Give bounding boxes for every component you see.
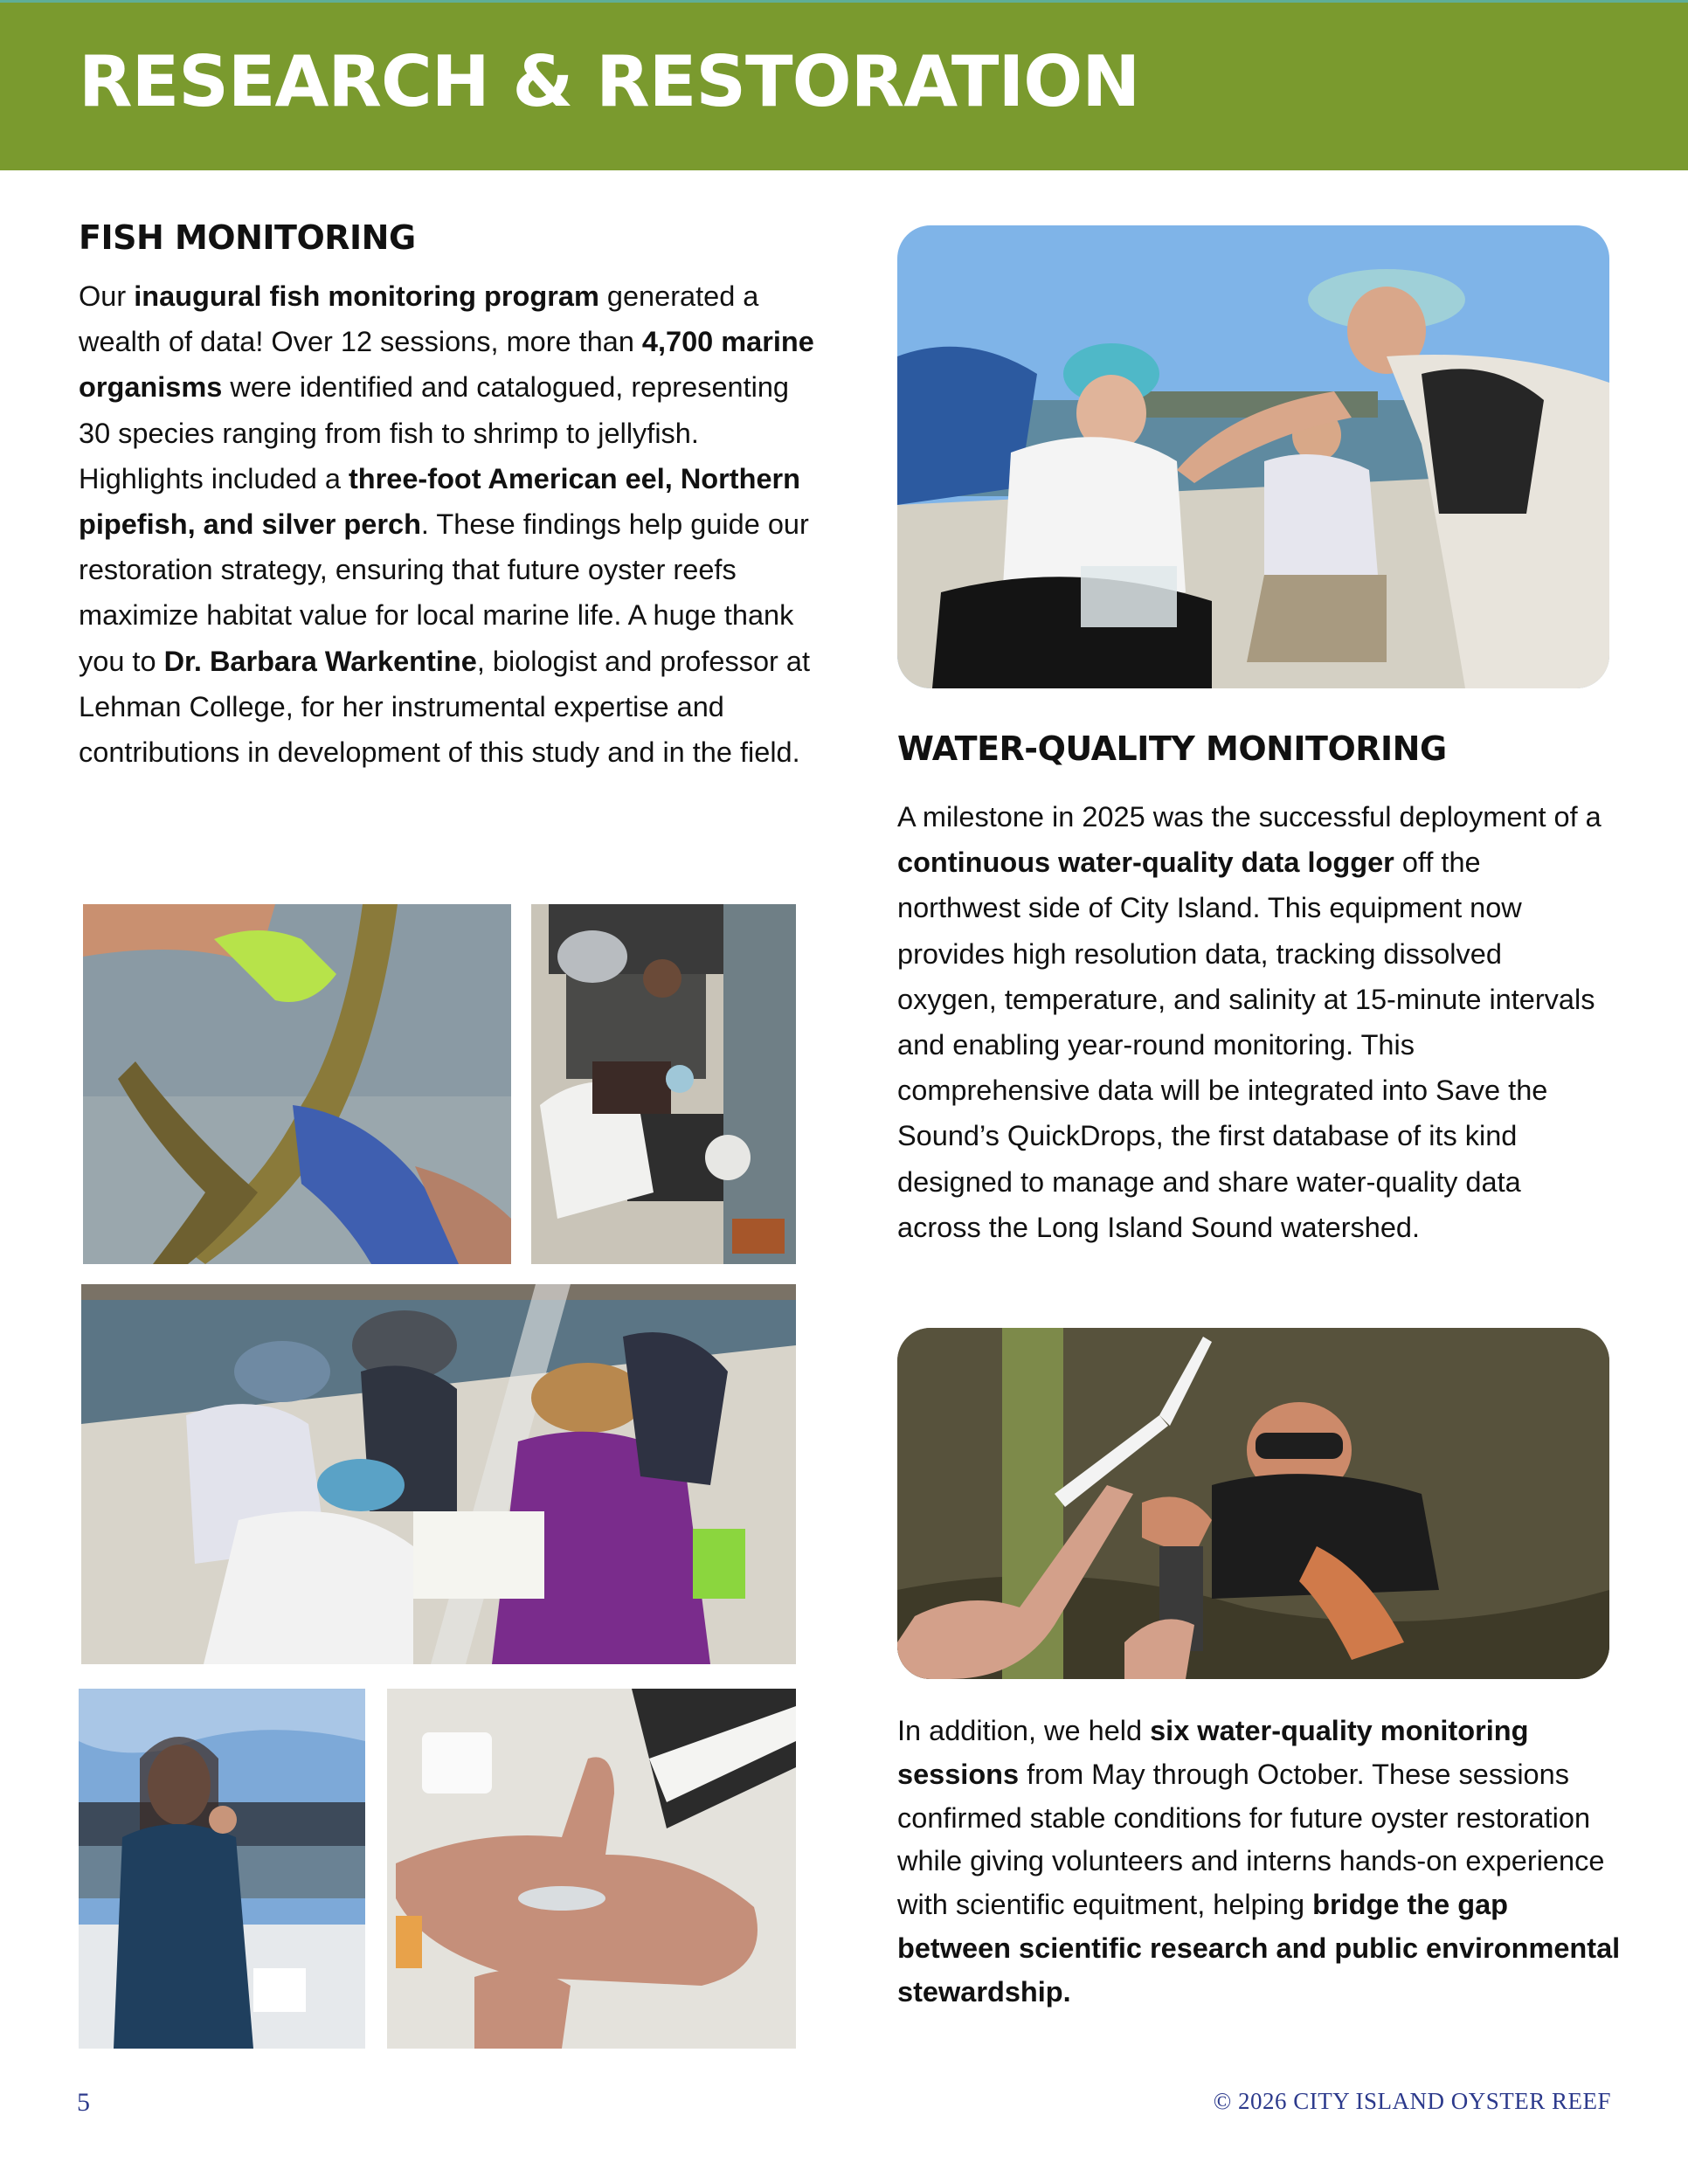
fish-in-hand-photo	[387, 1689, 796, 2049]
page-title: RESEARCH & RESTORATION	[79, 41, 1140, 122]
title-banner	[0, 3, 1688, 170]
water-quality-heading: WATER-QUALITY MONITORING	[897, 729, 1447, 768]
bold-text: inaugural fish monitoring program	[134, 280, 599, 312]
text-span: were identified and catalogued, representing 30 species ranging from fish to shrimp to jellyfish. Highlights included a	[79, 371, 789, 494]
bold-text: 4,700 marine organisms	[79, 326, 814, 404]
group-boat-photo	[81, 1284, 796, 1664]
bold-text: six water-quality monitoring sessions	[897, 1715, 1529, 1790]
diver-photo	[897, 1328, 1609, 1679]
copyright-footer: © 2026 CITY ISLAND OYSTER REEF	[1213, 2088, 1611, 2114]
bold-text: bridge the gap between scientific research and public environmental stewardship.	[897, 1889, 1621, 2008]
boat-crates-photo	[531, 904, 796, 1264]
text-span: . These findings help guide our restoration strategy, ensuring that future oyster reefs maximize habitat value for local marine life. A huge thank you to	[79, 508, 809, 677]
text-span: , biologist and professor at Lehman College, for her instrumental expertise and contributions in development of this study and in the field.	[79, 645, 811, 769]
fish-monitoring-heading: FISH MONITORING	[79, 218, 416, 257]
thumbs-up-photo	[79, 1689, 365, 2049]
text-span: A milestone in 2025 was the successful deployment of a	[897, 801, 1602, 833]
text-span: generated a wealth of data! Over 12 sessions, more than	[79, 280, 759, 358]
water-quality-paragraph-1	[897, 794, 1605, 1250]
sample-jar-photo	[897, 225, 1609, 688]
text-span: Our	[79, 280, 135, 312]
text-span: from May through October. These sessions confirmed stable conditions for future oyster restoration while giving volunteers and interns hands-on experience with scientific equitment, helping	[897, 1758, 1605, 1921]
text-span: off the northwest side of City Island. This equipment now provides high resolution data, tracking dissolved oxygen, temperature, and salinity at 15-minute intervals and enabling year-round monitoring. This comprehensive data will be integrated into Save the Sound’s QuickDrops, the first database of its kind designed to manage and share water-quality data across the Long Island Sound watershed.	[897, 847, 1595, 1243]
bold-text: three-foot American eel, Northern pipefish, and silver perch	[79, 462, 801, 541]
page-number: 5	[77, 2088, 90, 2117]
eel-photo	[83, 904, 511, 1264]
text-span: In addition, we held	[897, 1715, 1151, 1746]
bold-text: continuous water-quality data logger	[897, 847, 1394, 879]
fish-monitoring-paragraph	[79, 273, 817, 775]
water-quality-paragraph-2	[897, 1710, 1622, 2015]
bold-text: Dr. Barbara Warkentine	[163, 645, 477, 677]
